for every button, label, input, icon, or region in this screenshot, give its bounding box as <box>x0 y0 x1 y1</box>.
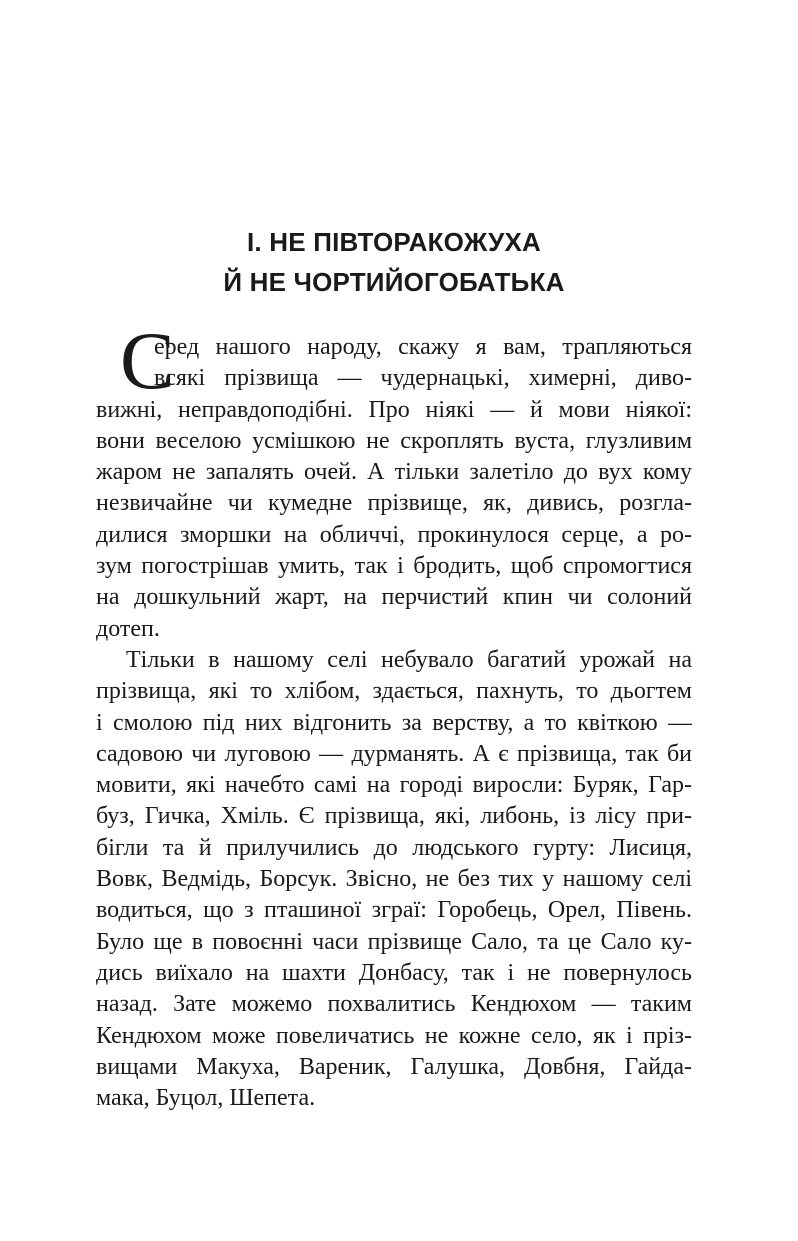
paragraph-2 <box>96 645 692 1114</box>
text-line: дись виїхало на шахти Донбасу, так і не повернулось <box>96 959 692 986</box>
text-line: дилися зморшки на обличчі, прокинулося серце, а ро- <box>96 521 692 548</box>
drop-cap-letter: С <box>120 315 175 406</box>
text-line: Було ще в повоєнні часи прізвище Сало, та це Сало ку- <box>96 928 692 955</box>
text-line: мовити, які начебто самі на городі виросли: Буряк, Гар- <box>96 772 692 799</box>
chapter-title-line-2: Й НЕ ЧОРТИЙОГОБАТЬКА <box>223 267 565 297</box>
text-line: Вовк, Ведмідь, Борсук. Звісно, не без тих у нашому селі <box>96 866 692 893</box>
text-line: зум погострішав умить, так і бродить, щоб спромогтися <box>96 553 692 580</box>
text-line: Тільки в нашому селі небувало багатий урожай на <box>126 646 692 673</box>
text-line: на дошкульний жарт, на перчистий кпин чи солоний <box>96 584 692 611</box>
text-line: незвичайне чи кумедне прізвище, як, дивись, розгла- <box>96 490 692 517</box>
text-line: всякі прізвища — чудернацькі, химерні, диво- <box>154 365 692 392</box>
chapter-title-line-1: І. НЕ ПІВТОРАКОЖУХА <box>247 227 541 257</box>
text-line: назад. Зате можемо похвалитись Кендюхом — таким <box>96 991 692 1018</box>
text-line: мака, Буцол, Шепета. <box>96 1085 316 1112</box>
paragraph-1 <box>96 332 692 645</box>
text-line: дотеп. <box>96 615 160 642</box>
text-line: Кендюхом може повеличатись не кожне село, як і пріз- <box>96 1022 692 1049</box>
text-line: вижні, неправдоподібні. Про ніякі — й мови ніякої: <box>96 396 692 423</box>
text-line: прізвища, які то хлібом, здається, пахнуть, то дьогтем <box>96 678 692 705</box>
text-line: буз, Гичка, Хміль. Є прізвища, які, либонь, із лісу при- <box>96 803 692 830</box>
chapter-body <box>96 315 692 1114</box>
text-line: жаром не запалять очей. А тільки залетіло до вух кому <box>96 459 692 486</box>
text-line: водиться, що з пташиної зграї: Горобець, Орел, Півень. <box>96 897 692 924</box>
text-line: бігли та й прилучились до людського гурту: Лисиця, <box>96 834 692 861</box>
text-line: садовою чи луговою — дурманять. А є прізвища, так би <box>96 740 692 767</box>
chapter-title <box>96 222 692 302</box>
text-line: і смолою під них відгонить за верству, а то квіткою — <box>96 709 692 736</box>
text-line: вищами Макуха, Вареник, Галушка, Довбня, Гайда- <box>96 1053 692 1080</box>
text-line: вони веселою усмішкою не скроплять вуста, глузливим <box>96 427 692 454</box>
text-line: еред нашого народу, скажу я вам, трапляються <box>154 334 692 360</box>
book-page <box>96 222 692 1114</box>
